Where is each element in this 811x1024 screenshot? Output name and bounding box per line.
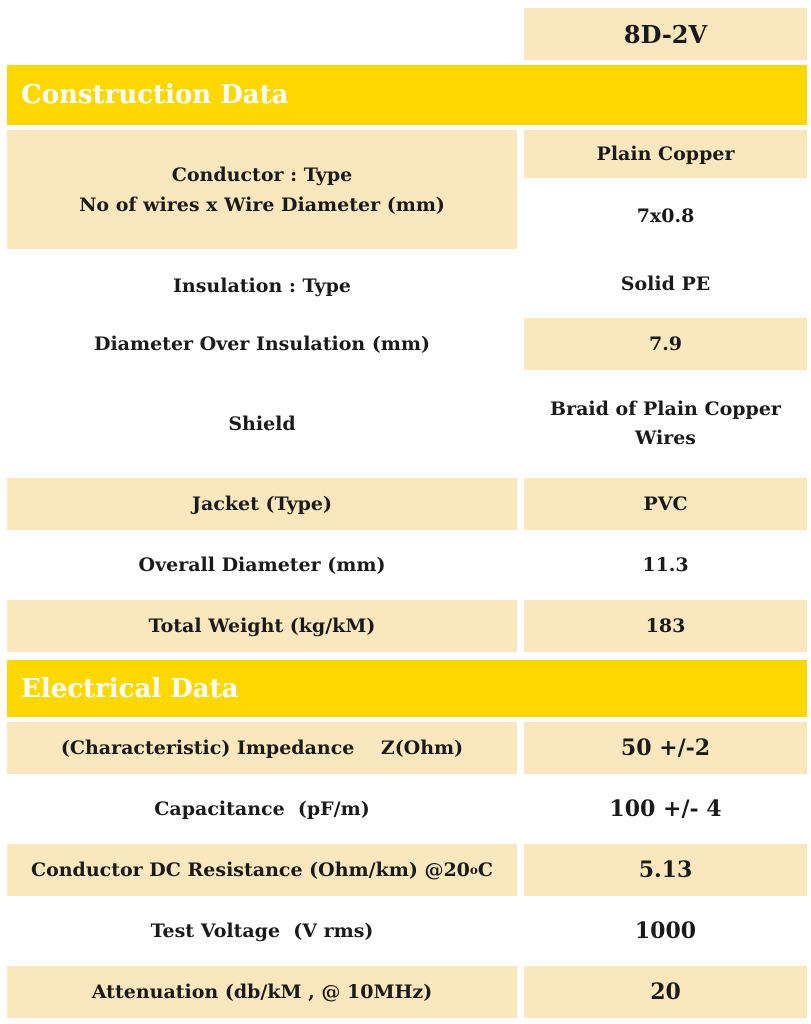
total-weight-label: Total Weight (kg/kM) [7,600,517,652]
model-header: 8D-2V [524,8,807,60]
conductor-type-value: Plain Copper [524,130,807,178]
jacket-label: Jacket (Type) [7,478,517,530]
diameter-insulation-label: Diameter Over Insulation (mm) [93,333,431,355]
insulation-value: Solid PE [620,272,711,295]
attenuation-label: Attenuation (db/kM , @ 10MHz) [7,966,517,1018]
total-weight-value: 183 [524,600,807,652]
conductor-wires-value: 7x0.8 [636,204,695,227]
conductor-label: Conductor : Type No of wires x Wire Diameter (mm) [7,130,517,249]
construction-band-right [518,65,807,122]
test-voltage-label: Test Voltage (V rms) [150,920,374,942]
overall-diameter-value: 11.3 [642,553,689,576]
dc-resistance-label-unit: C [477,859,494,881]
construction-title: Construction Data [21,80,289,110]
dc-resistance-value: 5.13 [524,844,807,896]
impedance-label: (Characteristic) Impedance Z(Ohm) [7,722,517,774]
insulation-label: Insulation : Type [173,275,351,297]
diameter-insulation-value: 7.9 [524,318,807,370]
shield-label: Shield [228,413,296,435]
jacket-value: PVC [524,478,807,530]
dc-resistance-label-text: Conductor DC Resistance (Ohm/km) @20 [30,859,470,881]
electrical-title: Electrical Data [21,673,239,704]
capacitance-value: 100 +/- 4 [609,795,722,822]
dc-resistance-label [7,844,517,896]
impedance-value: 50 +/-2 [524,722,807,774]
capacitance-label: Capacitance (pF/m) [154,798,370,820]
degree-sup: o [469,863,478,877]
shield-value: Braid of Plain Copper Wires [550,398,781,449]
test-voltage-value: 1000 [634,917,697,944]
overall-diameter-label: Overall Diameter (mm) [138,554,386,576]
attenuation-value: 20 [524,966,807,1018]
